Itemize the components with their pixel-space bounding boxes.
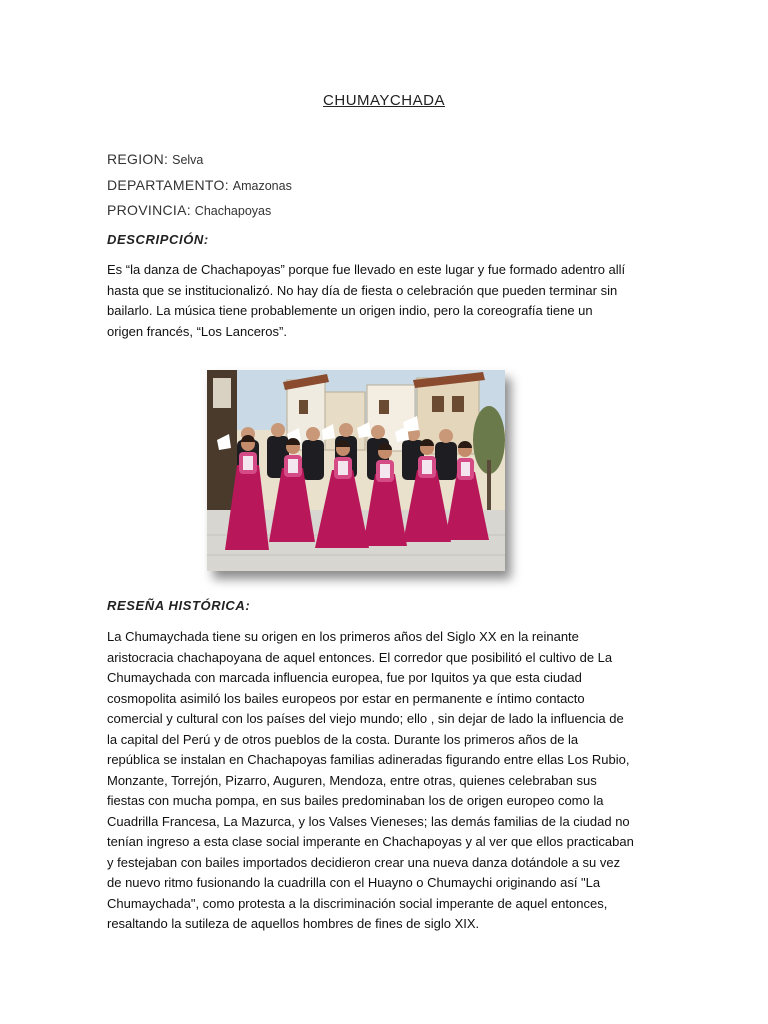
paragraph-line: república se instalan en Chachapoyas familias adineradas figurando entre ellas Los Rubio, [107,752,630,767]
paragraph-line: aristocracia chachapoyana de aquel entonces. El corredor que posibilitó el cultivo de La [107,649,613,665]
departamento-row [107,177,292,193]
paragraph-line: Cuadrilla Francesa, La Mazurca, y los Valses Vieneses; las demás familias de la ciudad no [107,813,630,829]
provincia-row [107,202,271,218]
paragraph-line: Chumaychada", como protesta a la discriminación social imperante de aquel entonces, [107,895,608,911]
region-label: REGION: [107,151,169,167]
paragraph-line: origen francés, “Los Lanceros”. [107,323,287,339]
paragraph-line: tenían ingreso a esta clase social imperante en Chachapoyas y al ver que ellos practicaban [107,834,634,849]
paragraph-line: de nuevo ritmo fusionando la cuadrilla con el Huayno o Chumaychi originando así "La [107,875,601,890]
dancers-photo [207,370,505,571]
paragraph-line: Chumaychada con marcada influencia europea, fue por Iquitos ya que esta ciudad [107,670,582,685]
paragraph-line: y festejaban con bailes importados decidieron crear una nueva danza dotándole a su vez [107,854,621,870]
descripcion-heading: DESCRIPCIÓN: [107,232,209,247]
paragraph-line: fiestas con mucha pompa, en sus bailes predominaban los de origen europeo como la [107,793,604,808]
region-value: Selva [172,153,204,167]
page-title: CHUMAYCHADA [323,92,445,109]
paragraph-line: Es “la danza de Chachapoyas” porque fue llevado en este lugar y fue formado adentro allí [107,262,626,277]
resena-heading: RESEÑA HISTÓRICA: [107,598,251,613]
paragraph-line: bailarlo. La música tiene probablemente un origen indio, pero la coreografía tiene un [107,303,593,318]
resena-paragraph [107,627,663,935]
paragraph-line: la capital del Perú y de otros pueblos de la costa. Durante los primeros años de la [107,731,579,747]
paragraph-line: Monzante, Torrejón, Pizarro, Auguren, Mendoza, entre otras, quienes celebraban sus [107,772,597,788]
provincia-label: PROVINCIA: [107,202,191,218]
paragraph-line: comercial y cultural con los países del viejo mundo; ello , sin dejar de lado la influencia de [107,711,624,726]
paragraph-line: resaltando la sutileza de aquellos hombres de fines de siglo XIX. [107,916,480,931]
paragraph-line: hasta que se institucionalizó. No hay día de fiesta o celebración que pueden terminar sin [107,282,618,298]
departamento-label: DEPARTAMENTO: [107,177,229,193]
paragraph-line: La Chumaychada tiene su origen en los primeros años del Siglo XX en la reinante [107,629,579,644]
departamento-value: Amazonas [232,179,292,193]
provincia-value: Chachapoyas [194,204,272,218]
region-row [107,151,203,167]
descripcion-paragraph [107,260,663,342]
paragraph-line: cosmopolita asimiló los bailes europeos por estar en permanente e íntimo contacto [107,690,585,706]
